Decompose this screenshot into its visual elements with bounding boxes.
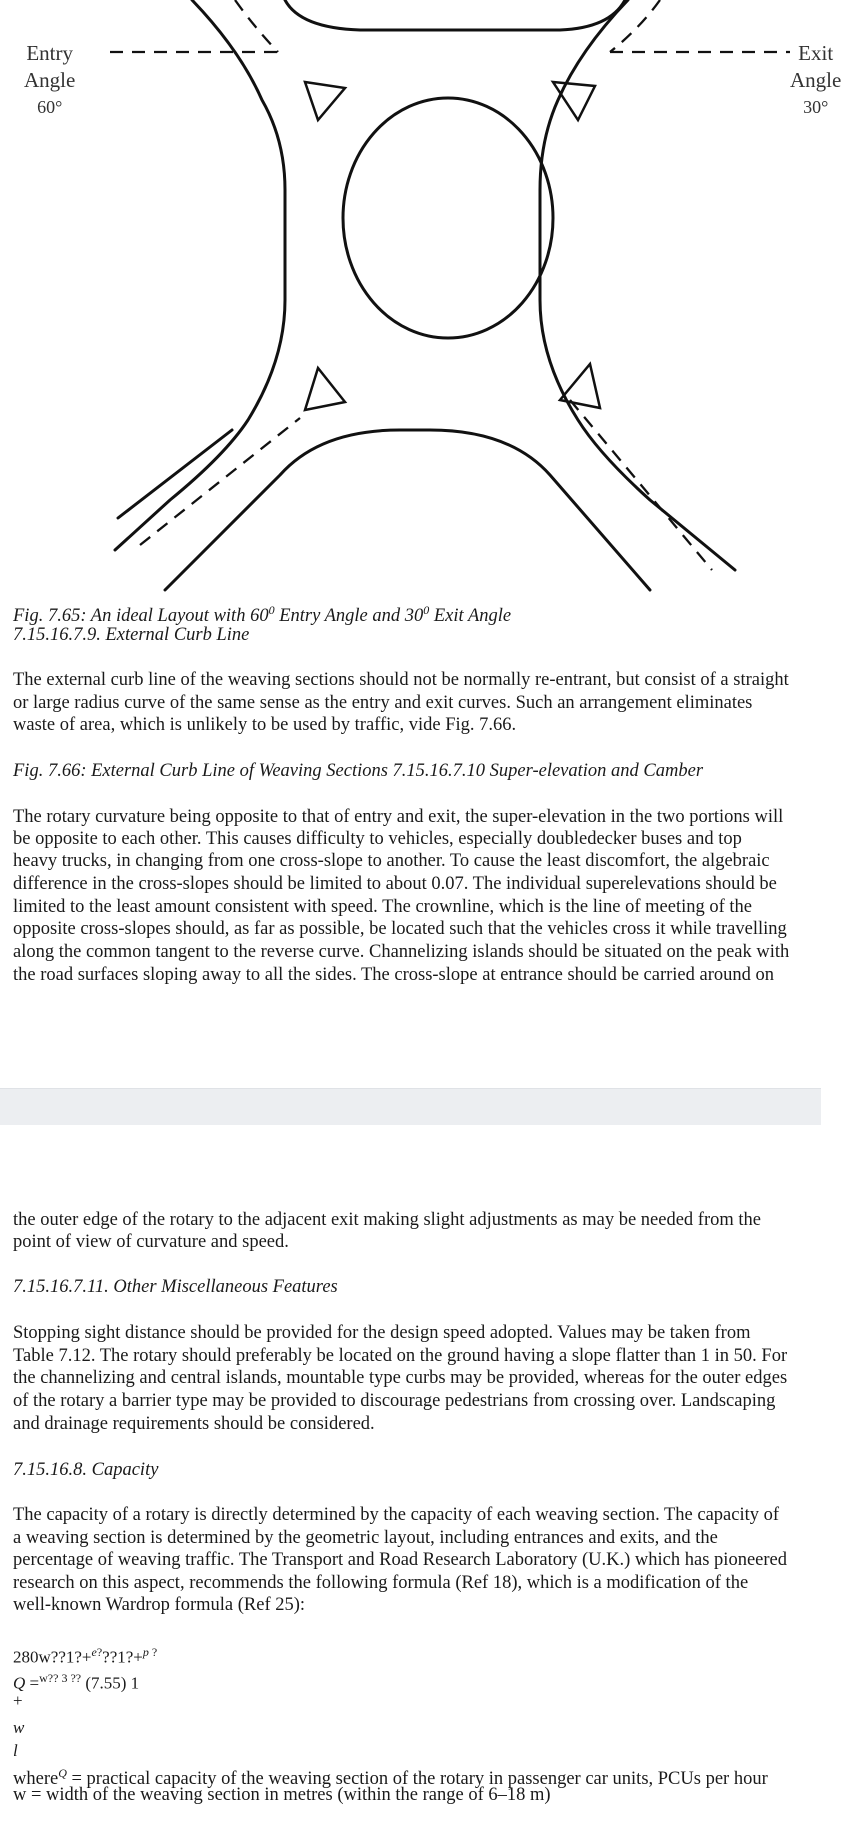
paragraph-super-elevation-3: heavy trucks, in changing from one cross-slope to another. To cause the least discomfort, the algebraic xyxy=(13,851,770,871)
figure-7-66-caption: Fig. 7.66: External Curb Line of Weaving Sections 7.15.16.7.10 Super-elevation and Camber xyxy=(13,761,704,781)
paragraph-external-curb-line-3: waste of area, which is unlikely to be used by traffic, vide Fig. 7.66. xyxy=(13,715,517,735)
paragraph-capacity-3: percentage of weaving traffic. The Transport and Road Research Laboratory (U.K.) which has pioneered xyxy=(13,1550,787,1570)
formula-line-4: w xyxy=(13,1718,25,1737)
central-island xyxy=(343,98,553,338)
paragraph-capacity-2: a weaving section is determined by the geometric layout, including entrances and exits, and the xyxy=(13,1528,718,1548)
definition-q: where$^Q$ = practical capacity of the weaving section of the rotary in passenger car units, PCUs per hour xyxy=(13,1766,768,1790)
paragraph-super-elevation-2: be opposite to each other. This causes difficulty to vehicles, especially doubledecker buses and top xyxy=(13,829,742,849)
paragraph-misc-1: Stopping sight distance should be provided for the design speed adopted. Values may be taken from xyxy=(13,1323,751,1343)
bottom-curb xyxy=(165,430,650,590)
formula-line-1: 280w??1?+$^{e?}$??1?+$^p$ ? xyxy=(13,1645,158,1667)
figure-7-65-caption: Fig. 7.65: An ideal Layout with $60^0$ Entry Angle and $30^0$ Exit Angle xyxy=(13,603,512,627)
paragraph-super-elevation-7: along the common tangent to the reverse curve. Channelizing islands should be situated on the peak with xyxy=(13,942,790,962)
definition-w: w = width of the weaving section in metres (within the range of 6–18 m) xyxy=(13,1785,551,1805)
entry-angle-label-line-2: Angle xyxy=(24,68,76,92)
entry-angle-label xyxy=(24,40,75,121)
formula-line-5: l xyxy=(13,1741,18,1760)
entry-angle-label-line-3: 60° xyxy=(37,97,63,117)
upper-right-lane-line xyxy=(610,0,660,52)
paragraph-misc-5: and drainage requirements should be considered. xyxy=(13,1414,375,1434)
paragraph-external-curb-line-1: The external curb line of the weaving sections should not be normally re-entrant, but consist of a straight xyxy=(13,670,789,690)
paragraph-misc-2: Table 7.12. The rotary should preferably be located on the ground having a slope flatter than 1 in 50. For xyxy=(13,1346,788,1366)
exit-angle-label-line-3: 30° xyxy=(803,97,829,117)
channelizing-island-lr xyxy=(560,364,600,408)
section-heading-misc-features: 7.15.16.7.11. Other Miscellaneous Features xyxy=(13,1277,338,1297)
channelizing-island-ur xyxy=(553,82,595,120)
formula-line-3: + xyxy=(13,1691,23,1710)
upper-left-lane-line xyxy=(235,0,278,52)
paragraph-capacity-1: The capacity of a rotary is directly determined by the capacity of each weaving section. The capacity of xyxy=(13,1505,780,1525)
paragraph-continued-2: point of view of curvature and speed. xyxy=(13,1232,289,1252)
section-heading-capacity: 7.15.16.8. Capacity xyxy=(13,1460,159,1480)
paragraph-super-elevation-6: opposite cross-slopes should, as far as possible, be located such that the vehicles cross it while travelling xyxy=(13,919,787,939)
channelizing-island-ul xyxy=(305,82,345,120)
paragraph-super-elevation-8: the road surfaces sloping away to all the sides. The cross-slope at entrance should be carried around on xyxy=(13,965,774,985)
paragraph-super-elevation-4: difference in the cross-slopes should be limited to about 0.07. The individual superelevations should be xyxy=(13,874,777,894)
exit-angle-label-line-1: Exit xyxy=(798,41,834,65)
paragraph-super-elevation-5: limited to the least amount consistent with speed. The crownline, which is the line of meeting of the xyxy=(13,897,752,917)
page-separator xyxy=(0,1088,821,1125)
channelizing-island-ll xyxy=(305,368,345,410)
paragraph-external-curb-line-2: or large radius curve of the same sense as the entry and exit curves. Such an arrangement eliminates xyxy=(13,693,753,713)
paragraph-misc-4: of the rotary a barrier type may be provided to discourage pedestrians from crossing over. Landscaping xyxy=(13,1391,776,1411)
rotary-layout-diagram xyxy=(0,0,821,600)
formula-line-2: Q =$^{w?? 3 ??}$ (7.55) 1 xyxy=(13,1671,140,1693)
upper-left-curb xyxy=(115,0,285,550)
entry-angle-label-line-1: Entry xyxy=(26,41,73,65)
paragraph-capacity-4: research on this aspect, recommends the following formula (Ref 18), which is a modification of the xyxy=(13,1573,749,1593)
paragraph-capacity-5: well-known Wardrop formula (Ref 25): xyxy=(13,1595,306,1615)
section-heading-external-curb-line: 7.15.16.7.9. External Curb Line xyxy=(13,625,250,645)
exit-angle-label-line-2: Angle xyxy=(790,68,841,92)
top-road-curb xyxy=(285,0,625,30)
lower-left-road-curb xyxy=(118,430,232,518)
paragraph-super-elevation-1: The rotary curvature being opposite to that of entry and exit, the super-elevation in the two portions will xyxy=(13,807,784,827)
paragraph-continued-1: the outer edge of the rotary to the adjacent exit making slight adjustments as may be needed from the xyxy=(13,1210,761,1230)
paragraph-misc-3: the channelizing and central islands, mountable type curbs may be provided, whereas for the outer edges xyxy=(13,1368,788,1388)
lower-right-lane-line xyxy=(570,400,712,570)
exit-angle-label xyxy=(790,40,841,121)
upper-right-curb xyxy=(540,0,735,570)
document-page-2 xyxy=(0,1125,821,1824)
